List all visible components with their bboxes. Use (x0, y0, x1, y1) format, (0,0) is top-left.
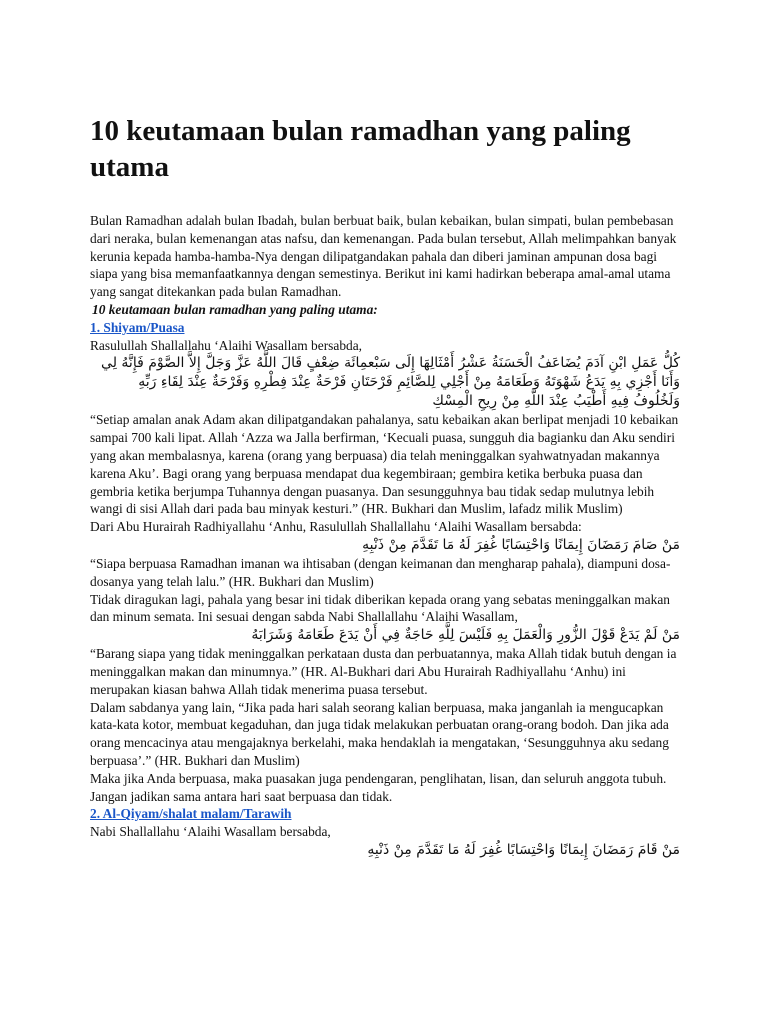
arabic-text: كُلُّ عَمَلِ ابْنِ آدَمَ يُضَاعَفُ الْحَسَنَةُ عَشْرُ أَمْثَالِهَا إِلَى سَبْعمِائَة ضِعْفٍ قَالَ اللَّهُ عَزَّ وَجَلَّ إِلاَّ الصَّوْمَ فَإِنَّهُ لِي وَأَنَا أَجْزِي بِهِ يَدَعُ شَهْوَتَهُ وَطَعَامَهُ مِنْ أَجْلِي لِلصَّائِمِ فَرْحَتَانِ فَرْحَةٌ عِنْدَ فِطْرِهِ وَفَرْحَةٌ عِنْدَ لِقَاءِ رَبِّهِ وَلَخُلُوفُ فِيهِ أَطْيَبُ عِنْدَ اللَّهِ مِنْ رِيحِ الْمِسْكِ (101, 355, 680, 410)
body-paragraph: Tidak diragukan lagi, pahala yang besar ini tidak diberikan kepada orang yang sebatas meninggalkan makan dan minum semata. Ini sesuai dengan sabda Nabi Shallallahu ‘Alaihi Wasallam, (90, 591, 670, 625)
hadith-intro: Dari Abu Hurairah Radhiyallahu ‘Anhu, Rasulullah Shallallahu ‘Alaihi Wasallam bersabda: (90, 519, 582, 535)
arabic-text: مَنْ صَامَ رَمَضَانَ إِيمَانًا وَاحْتِسَابًا غُفِرَ لَهُ مَا تَقَدَّمَ مِنْ ذَنْبِهِ (362, 536, 680, 553)
translation-paragraph: “Barang siapa yang tidak meninggalkan perkataan dusta dan perbuatannya, maka Allah tidak butuh dengan ia meninggalkan makan dan minumnya.” (HR. Al-Bukhari dari Abu Hurairah Radhiyallahu ‘Anhu) ini merupakan kiasan bahwa Allah tidak menerima puasa tersebut. (90, 646, 677, 697)
page-title: 10 keutamaan bulan ramadhan yang paling utama (90, 115, 631, 183)
section-1-heading-link[interactable]: 1. Shiyam/Puasa (90, 319, 185, 335)
hadith-intro: Rasulullah Shallallahu ‘Alaihi Wasallam bersabda, (90, 337, 362, 353)
arabic-text: مَنْ قَامَ رَمَضَانَ إِيمَانًا وَاحْتِسَابًا غُفِرَ لَهُ مَا تَقَدَّمَ مِنْ ذَنْبِهِ (367, 841, 680, 858)
intro-paragraph: Bulan Ramadhan adalah bulan Ibadah, bulan berbuat baik, bulan kebaikan, bulan simpati, bulan pembebasan dari neraka, bulan kemenangan atas nafsu, dan kemenangan. Pada bulan tersebut, Allah melimpahkan banyak kerunia kepada hamba-hamba-Nya dengan dilipatgandakan pahala dan diberi jaminan ampunan dosa bagi siapa yang bisa memanfaatkannya dengan semestinya. Berikut ini kami hadirkan beberapa amal-amal utama yang sangat ditekankan pada bulan Ramadhan. (90, 213, 677, 300)
hadith-intro: Nabi Shallallahu ‘Alaihi Wasallam bersabda, (90, 824, 331, 840)
translation-paragraph: “Setiap amalan anak Adam akan dilipatgandakan pahalanya, satu kebaikan akan berlipat menjadi 10 kebaikan sampai 700 kali lipat. Allah ‘Azza wa Jalla berfirman, ‘Kecuali puasa, sungguh dia bagianku dan Aku sendiri yang akan membalasnya, karena (orang yang berpuasa) dia telah meninggalkan syahwatnyadan makannya karena Aku’. Bagi orang yang berpuasa mendapat dua kegembiraan; gembira ketika berbuka puasa dan gembria ketika berjumpa Tuhannya dengan puasanya. Dan sesungguhnya bau tidak sedap mulutnya lebih wangi di sisi Allah dari pada bau minyak kesturi.” (HR. Bukhari dan Muslim, lafadz milik Muslim) (90, 412, 679, 517)
body-paragraph: Dalam sabdanya yang lain, “Jika pada hari salah seorang kalian berpuasa, maka janganlah ia mengucapkan kata-kata kotor, membuat kegaduhan, dan juga tidak melakukan perbuatan orang-orang bodoh. Dan jika ada orang mencacinya atau mengajaknya berkelahi, maka hendaklah ia mengatakan, ‘Sesungguhnya aku sedang berpuasa’.” (HR. Bukhari dan Muslim) (90, 699, 669, 768)
section-2-heading-link[interactable]: 2. Al-Qiyam/shalat malam/Tarawih (90, 806, 292, 822)
subheading: 10 keutamaan bulan ramadhan yang paling utama: (92, 301, 378, 317)
translation-paragraph: “Siapa berpuasa Ramadhan imanan wa ihtisaban (dengan keimanan dan mengharap pahala), diampuni dosa-dosanya yang telah lalu.” (HR. Bukhari dan Muslim) (90, 555, 671, 589)
arabic-text: مَنْ لَمْ يَدَعْ قَوْلَ الزُّورِ وَالْعَمَلَ بِهِ فَلَيْسَ لِلَّهِ حَاجَةٌ فِي أَنْ يَدَعَ طَعَامَهُ وَشَرَابَهُ (251, 627, 680, 644)
article-body (90, 212, 680, 860)
body-paragraph: Maka jika Anda berpuasa, maka puasakan juga pendengaran, penglihatan, lisan, dan seluruh anggota tubuh. Jangan jadikan sama antara hari saat berpuasa dan tidak. (90, 770, 667, 804)
